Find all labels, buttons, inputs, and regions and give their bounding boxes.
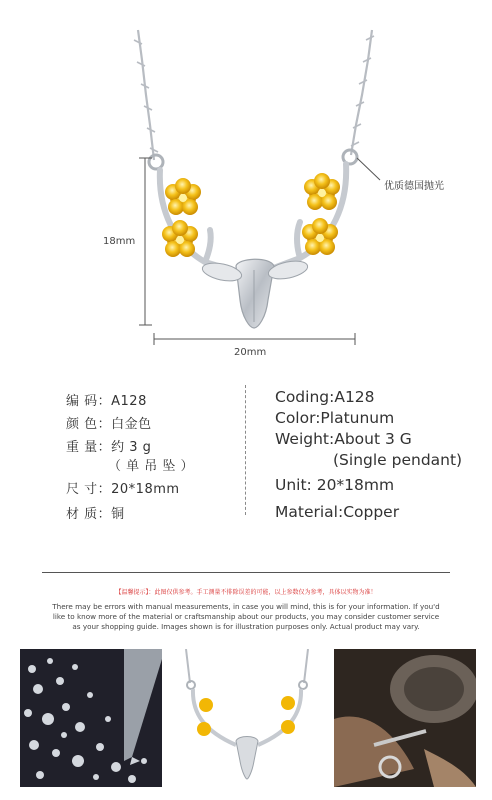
deer-head	[201, 258, 309, 328]
height-dimension-line	[139, 158, 152, 325]
width-dimension-line	[154, 333, 355, 345]
specs-cn	[66, 390, 194, 526]
chain-left	[134, 30, 158, 160]
spec-en-coding: Coding:A128	[275, 388, 375, 406]
spec-value: 铜	[111, 507, 125, 522]
spec-label: 材 质：	[66, 507, 112, 522]
spec-value: A128	[111, 394, 147, 409]
gold-flower	[165, 178, 201, 215]
spec-row-color	[66, 413, 194, 436]
spec-row-weight	[66, 436, 194, 455]
jump-ring-left	[149, 155, 163, 169]
spec-value: 20*18mm	[111, 482, 180, 497]
spec-en-weight: Weight:About 3 G	[275, 430, 412, 448]
notice-cn: 【温馨提示】：此图仅供参考。手工测量不排除误差的可能，以上参数仅为参考，具体以实物为准！	[115, 589, 377, 596]
spec-row-material	[66, 503, 194, 526]
necklace-thumbnail	[176, 649, 318, 787]
height-label: 18mm	[103, 236, 136, 247]
spec-label: 重 量：	[66, 440, 112, 455]
spec-en-weight-note: (Single pendant)	[333, 451, 463, 469]
notice-en-line: There may be errors with manual measurements, in case you will mind, this is for your information. If you'd	[52, 602, 440, 611]
spec-label: 编 码：	[66, 394, 112, 409]
spec-value: 白金色	[111, 417, 152, 432]
spec-en-color: Color:Platunum	[275, 409, 395, 427]
chain-right	[351, 30, 374, 155]
spec-row-weight-note	[66, 455, 194, 478]
notice-en-line: like to know more of the material or craftsmanship about our products, you may consider customer service	[52, 612, 440, 621]
gold-flower	[304, 173, 340, 210]
notice-divider	[42, 572, 450, 573]
callout-line	[357, 158, 380, 180]
specs-en	[275, 387, 462, 523]
spec-divider	[245, 385, 246, 515]
notice-en	[20, 602, 472, 632]
craftsmanship-photo	[334, 649, 476, 787]
width-label: 20mm	[234, 347, 267, 358]
gold-flower	[162, 220, 198, 257]
spec-label: 颜 色：	[66, 417, 112, 432]
spec-en-unit: Unit: 20*18mm	[275, 476, 395, 494]
spec-value: （ 单 吊 坠 ）	[108, 459, 195, 474]
spec-en-material: Material:Copper	[275, 503, 400, 521]
notice-en-line: as your shopping guide. Images shown is for illustration purposes only. Actual product may vary.	[72, 622, 420, 631]
finish-callout: 优质德国抛光	[384, 181, 444, 192]
spec-row-coding	[66, 390, 194, 413]
crystals-photo	[20, 649, 162, 787]
spec-row-size	[66, 478, 194, 503]
spec-value: 约 3 g	[111, 440, 152, 455]
spec-label: 尺 寸：	[66, 482, 112, 497]
